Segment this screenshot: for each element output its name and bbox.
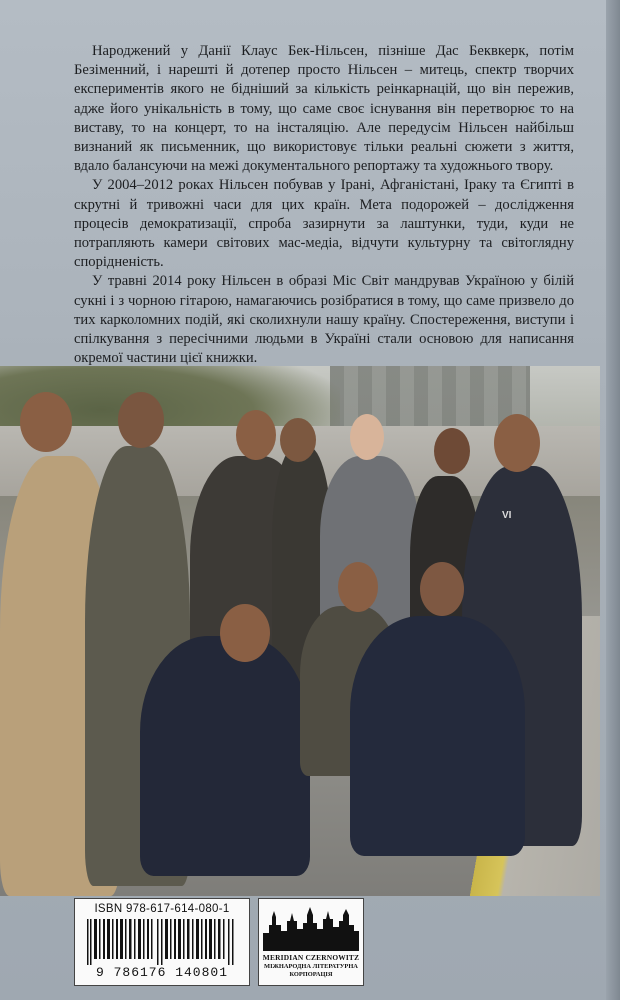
barcode-icon [85, 919, 239, 965]
person-head [220, 604, 270, 662]
publisher-subtitle-line2: КОРПОРАЦІЯ [289, 971, 333, 978]
blurb-paragraph-1: Народжений у Данії Клаус Бек-Нільсен, пізніше Дас Беквкерк, потім Безіменний, і нарешті й дотепер просто Нільсен – митець, спектр творчих експериментів якого не бідніший за кількість реінкарнацій, що він пережив, адже його унікальність в тому, що саме своє існування він перетворює то на виставу, то на концерт, то на інсталяцію. Але передусім Нільсен найбільш визнаний як письменник, що використовує тільки реальні сюжети з життя, вдало балансуючи на межі документального репортажу та художнього твору. [74, 43, 574, 175]
isbn-label: ISBN 978-617-614-080-1 [94, 903, 230, 915]
isbn-barcode-box [74, 898, 250, 986]
barcode-number: 9 786176 140801 [95, 965, 229, 980]
city-skyline-icon [263, 903, 359, 951]
person-head [434, 428, 470, 474]
blurb-paragraph-3: У травні 2014 року Нільсен в образі Міс Світ мандрував Україною у білій сукні і з чорною гітарою, намагаючись розібратися в тому, що саме призвело до тих карколомних подій, які сколихнули нашу країну. Спостереження, виступи і спілкування з пересічними людьми в Україні стали основою для написання окремої частини цієї книжки. [74, 273, 574, 367]
person-head [118, 392, 164, 448]
blurb-paragraph-2: У 2004–2012 роках Нільсен побував у Ірані, Афганістані, Іраку та Єгипті в скрутні й тривожні часи для цих країн. Мета подорожей – дослідження процесів демократизації, спроба зазирнути за лаштунки, туди, куди не потрапляють камери світових мас-медіа, відчути культурну та світоглядну спорідненість. [74, 177, 574, 271]
publisher-subtitle [259, 963, 363, 979]
person-head [236, 410, 276, 460]
person-head [338, 562, 378, 612]
person-head [494, 414, 540, 472]
person-crouching-goggles [140, 636, 310, 876]
author-blurb [74, 42, 574, 368]
group-photo [0, 366, 600, 896]
person-head [350, 414, 384, 460]
person-head [420, 562, 464, 616]
cover-edge [606, 0, 620, 1000]
publisher-logo [258, 898, 364, 986]
person-crouching-right [350, 616, 525, 856]
vest-label: VI [502, 510, 512, 521]
publisher-subtitle-line1: МІЖНАРОДНА ЛІТЕРАТУРНА [264, 963, 358, 970]
person-head [20, 392, 72, 452]
person-head [280, 418, 316, 462]
publisher-name: MERIDIAN CZERNOWITZ [262, 953, 360, 962]
